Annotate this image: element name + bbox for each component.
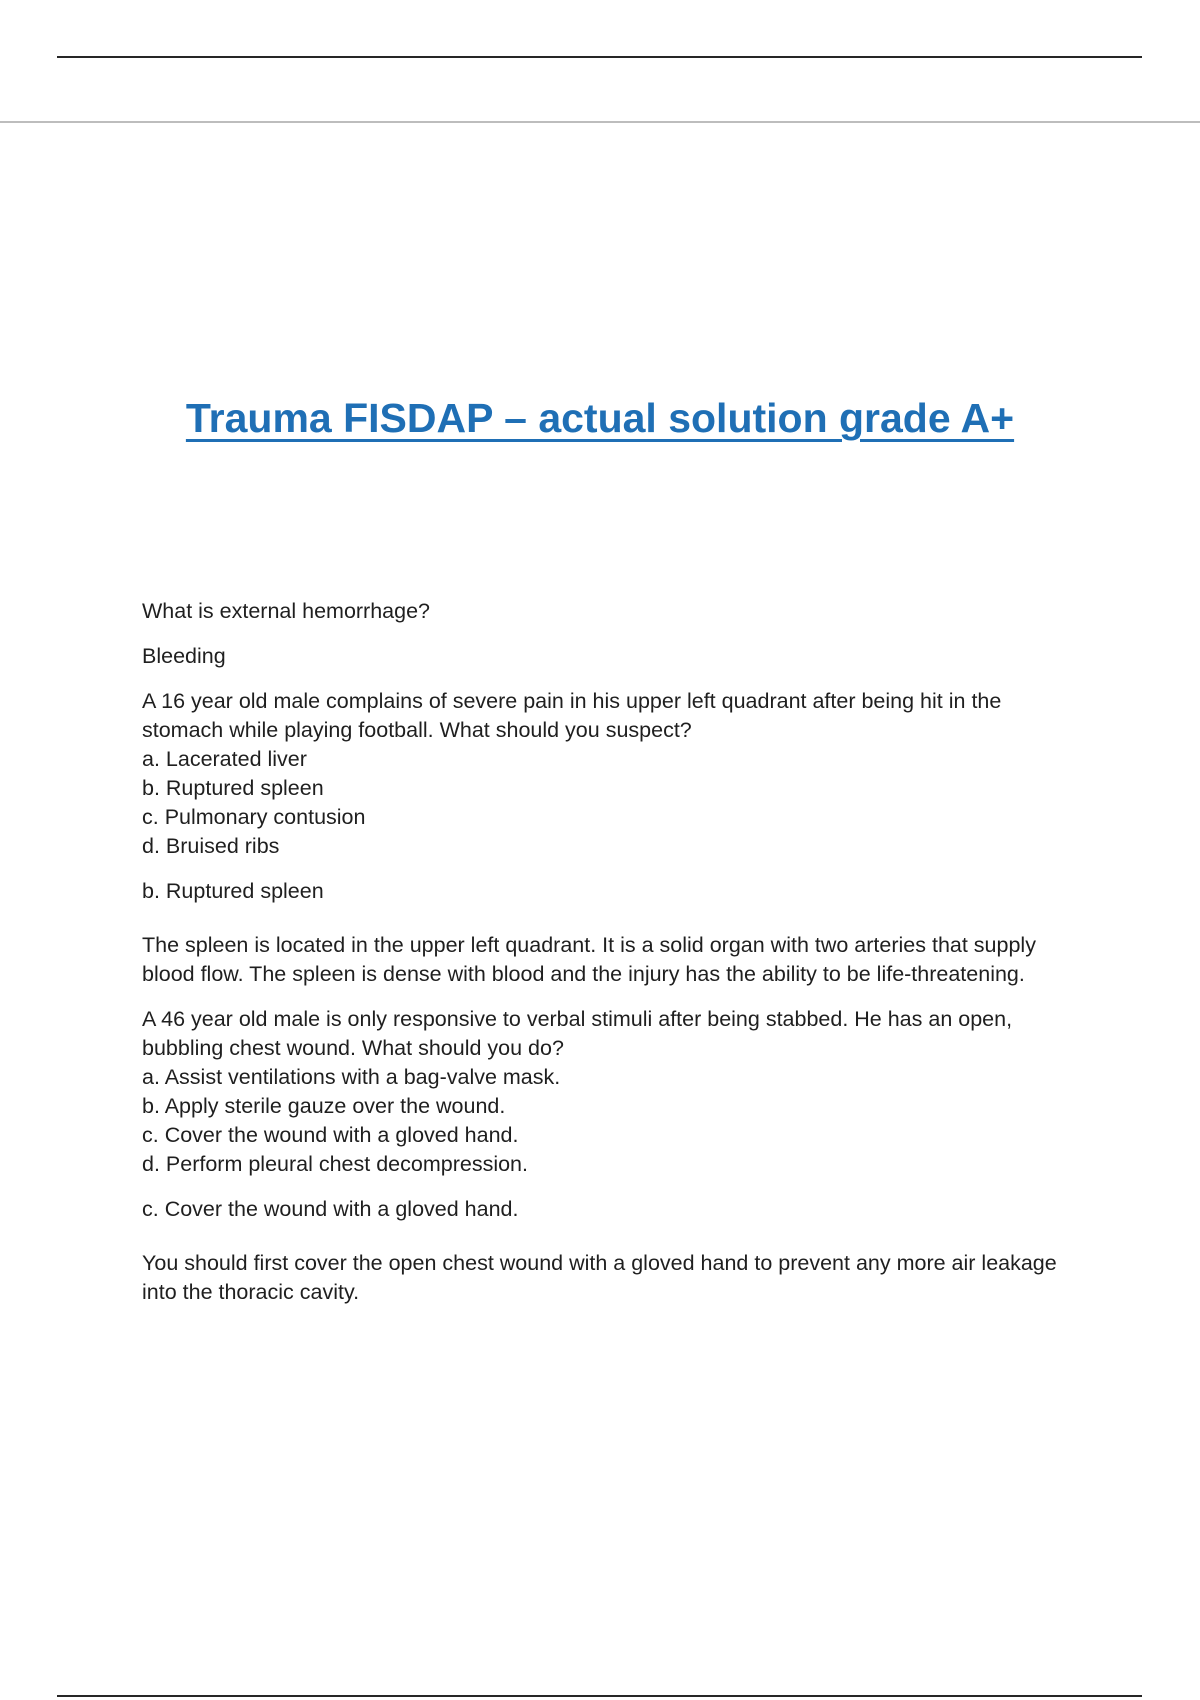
option-3a: a. Assist ventilations with a bag-valve mask. (142, 1065, 561, 1089)
option-2b: b. Ruptured spleen (142, 776, 324, 800)
document-body (142, 597, 1072, 1307)
option-3b: b. Apply sterile gauze over the wound. (142, 1094, 506, 1118)
footer-rule (57, 1695, 1142, 1697)
explanation-2: The spleen is located in the upper left quadrant. It is a solid organ with two arteries that supply blood flow. The spleen is dense with blood and the injury has the ability to be life-threatening. (142, 933, 1036, 986)
answer-1: Bleeding (142, 644, 226, 668)
header-divider (0, 121, 1200, 123)
option-2d: d. Bruised ribs (142, 834, 280, 858)
option-2a: a. Lacerated liver (142, 747, 307, 771)
options-3 (142, 1063, 1072, 1179)
option-2c: c. Pulmonary contusion (142, 805, 366, 829)
answer-3: c. Cover the wound with a gloved hand. (142, 1197, 519, 1221)
question-2: A 16 year old male complains of severe pain in his upper left quadrant after being hit in the stomach while playing football. What should you suspect? (142, 689, 1002, 742)
document-title-text: Trauma FISDAP – actual solution grade A+ (185, 395, 1015, 441)
options-2 (142, 745, 1072, 861)
header-top-rule (57, 56, 1142, 58)
document-title (0, 394, 1200, 442)
question-1: What is external hemorrhage? (142, 599, 431, 623)
option-3d: d. Perform pleural chest decompression. (142, 1152, 528, 1176)
question-3: A 46 year old male is only responsive to verbal stimuli after being stabbed. He has an open, bubbling chest wound. What should you do? (142, 1007, 1013, 1060)
answer-2: b. Ruptured spleen (142, 879, 324, 903)
option-3c: c. Cover the wound with a gloved hand. (142, 1123, 519, 1147)
explanation-3: You should first cover the open chest wound with a gloved hand to prevent any more air leakage into the thoracic cavity. (142, 1251, 1057, 1304)
